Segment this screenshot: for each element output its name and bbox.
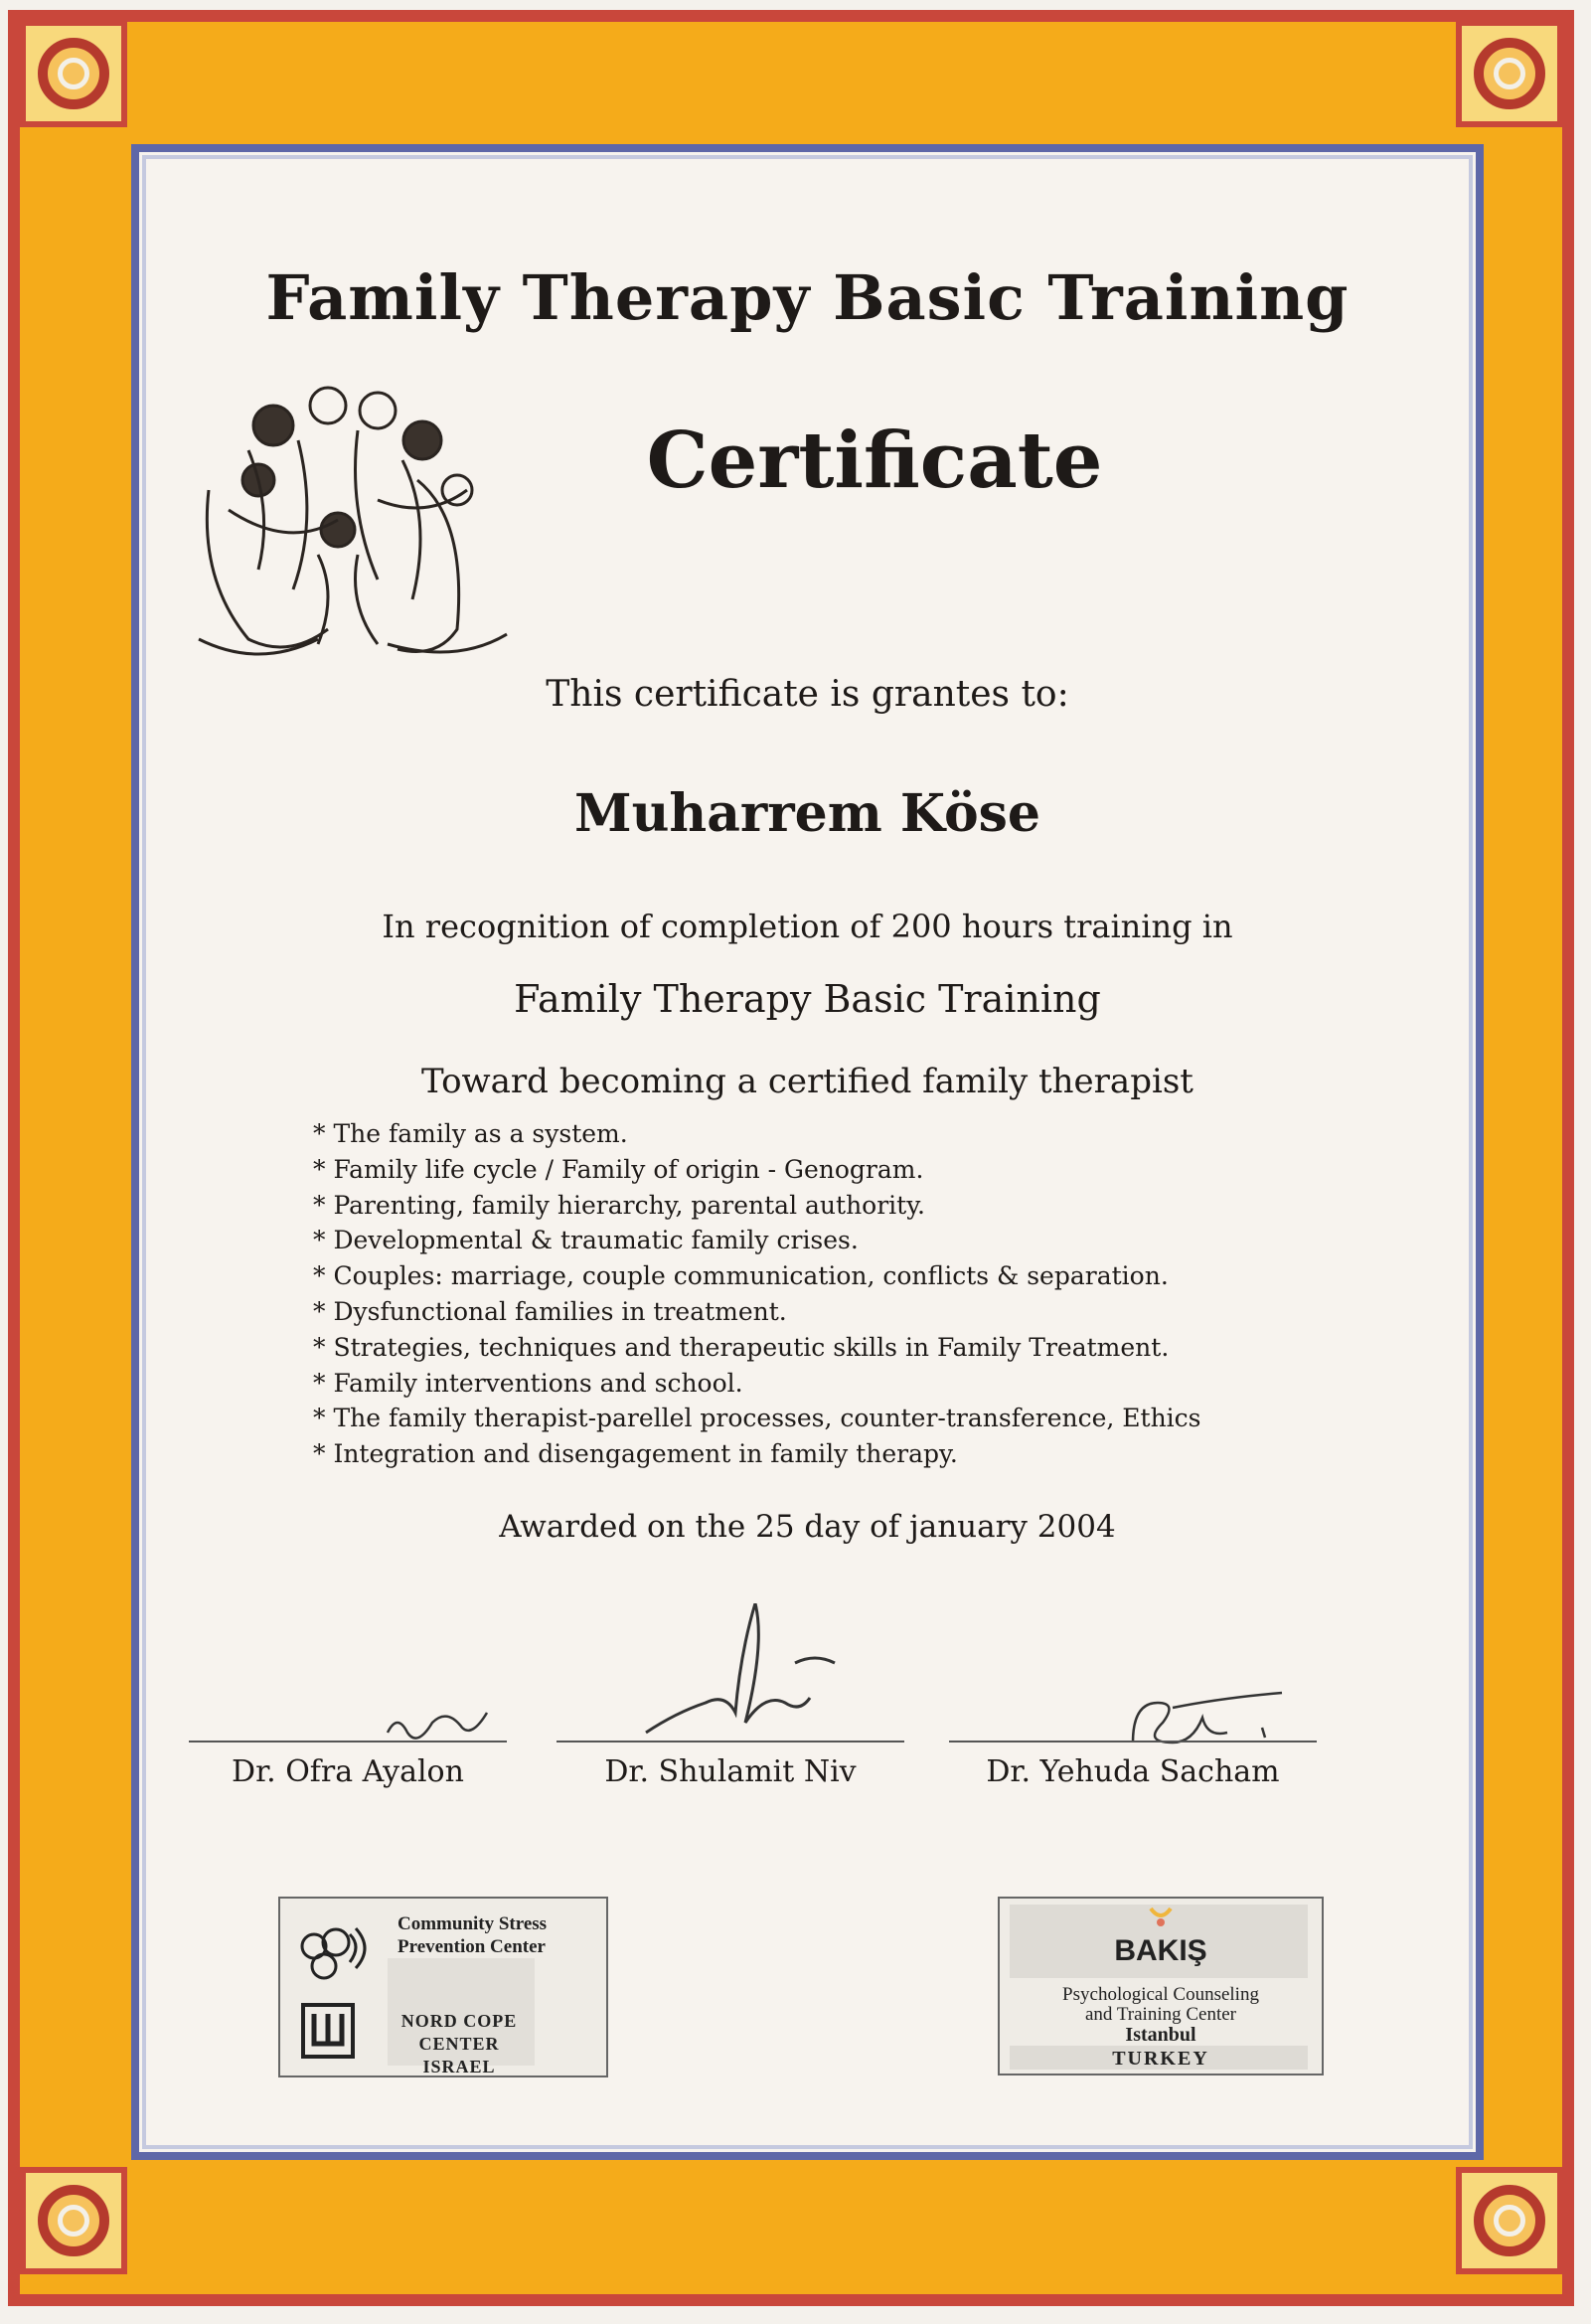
signatory-name-3: Dr. Yehuda Sacham <box>986 1754 1280 1789</box>
granted-text: This certificate is grantes to: <box>546 674 1069 715</box>
topic-item: * Parenting, family hierarchy, parental authority. <box>313 1188 1201 1224</box>
bakis-emblem-icon <box>1147 1907 1175 1928</box>
nord-cope-emblem-icon <box>300 2002 356 2060</box>
topic-item: * Dysfunctional families in treatment. <box>313 1294 1201 1330</box>
cspc-emblem-icon <box>292 1916 380 1986</box>
course-name: Family Therapy Basic Training <box>514 977 1101 1021</box>
corner-ornament-top-left <box>20 20 127 127</box>
topic-item: * Integration and disengagement in family therapy. <box>313 1436 1201 1472</box>
signatory-name-2: Dr. Shulamit Niv <box>604 1754 857 1789</box>
family-illustration <box>189 371 527 669</box>
topic-item: * The family as a system. <box>313 1116 1201 1152</box>
signature-scribble-2 <box>636 1603 855 1752</box>
awarded-date: Awarded on the 25 day of january 2004 <box>499 1509 1116 1545</box>
cspc-name-line1: Community Stress <box>398 1913 548 1934</box>
corner-ornament-bottom-left <box>20 2167 127 2274</box>
topic-item: * Family life cycle / Family of origin - Genogram. <box>313 1152 1201 1188</box>
signature-line-3 <box>949 1741 1317 1743</box>
corner-ornament-bottom-right <box>1456 2167 1563 2274</box>
nord-cope-line3: ISRAEL <box>422 2057 496 2076</box>
recipient-name: Muharrem Köse <box>574 783 1040 844</box>
cspc-name-line2: Prevention Center <box>398 1936 546 1957</box>
certificate-paper <box>131 144 1484 2160</box>
nord-cope-line2: CENTER <box>418 2034 500 2054</box>
topic-item: * Developmental & traumatic family crises. <box>313 1223 1201 1258</box>
bakis-brand: BAKIŞ <box>1114 1934 1207 1967</box>
corner-ornament-top-right <box>1456 20 1563 127</box>
signature-line-1 <box>189 1741 507 1743</box>
topic-item: * Couples: marriage, couple communication, conflicts & separation. <box>313 1258 1201 1294</box>
toward-text: Toward becoming a certified family therapist <box>421 1062 1193 1101</box>
signatory-name-1: Dr. Ofra Ayalon <box>232 1754 464 1789</box>
bakis-line2: and Training Center <box>1085 2004 1236 2025</box>
bakis-logo-box <box>998 1897 1324 2075</box>
certificate-heading: Certificate <box>646 415 1103 506</box>
bakis-line1: Psychological Counseling <box>1062 1984 1259 2005</box>
cspc-logo-box <box>278 1897 608 2077</box>
topic-item: * The family therapist-parellel processes, counter-transference, Ethics <box>313 1401 1201 1436</box>
nord-cope-line1: NORD COPE <box>400 2011 518 2031</box>
bakis-country: TURKEY <box>1112 2048 1209 2070</box>
certificate-title: Family Therapy Basic Training <box>265 261 1350 334</box>
signature-scribble-3 <box>1113 1688 1292 1757</box>
topics-list <box>313 1116 1201 1472</box>
bakis-city: Istanbul <box>1125 2024 1196 2046</box>
topic-item: * Family interventions and school. <box>313 1366 1201 1402</box>
topic-item: * Strategies, techniques and therapeutic skills in Family Treatment. <box>313 1330 1201 1366</box>
signature-line-2 <box>557 1741 904 1743</box>
recognition-text: In recognition of completion of 200 hours training in <box>382 908 1233 945</box>
